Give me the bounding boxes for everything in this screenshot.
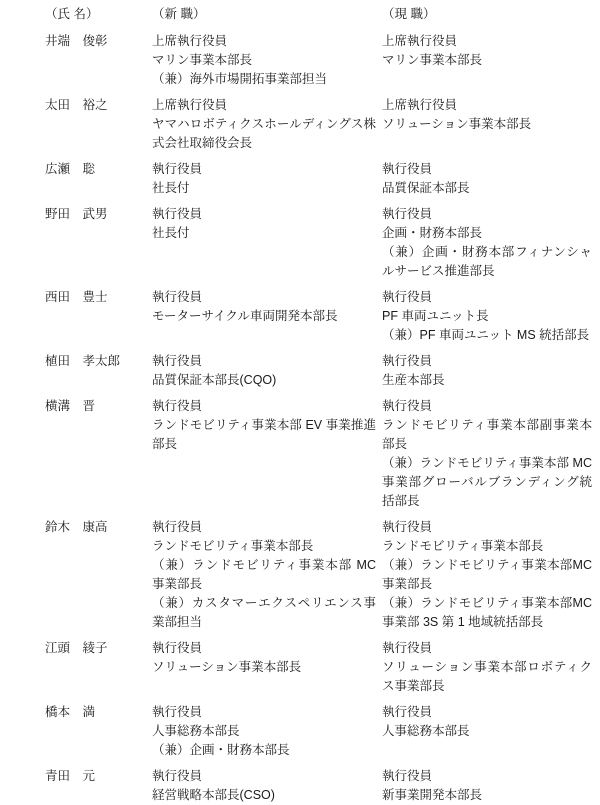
current-position-cell <box>382 397 592 511</box>
position-line: 人事総務本部長 <box>152 724 240 738</box>
position-line: ランドモビリティ事業本部長 <box>152 539 314 553</box>
person-name: 鈴木 康高 <box>45 520 108 534</box>
position-line: 執行役員 <box>152 354 203 368</box>
current-position-cell <box>382 518 592 632</box>
position-line: マリン事業本部長 <box>152 53 253 67</box>
table-row <box>45 639 592 696</box>
position-line: 社長付 <box>152 226 190 240</box>
table-row <box>45 703 592 760</box>
position-line: マリン事業本部長 <box>382 53 483 67</box>
table-header <box>45 5 592 24</box>
person-name: 野田 武男 <box>45 207 108 221</box>
new-position-cell <box>152 703 376 760</box>
position-line: 上席執行役員 <box>152 98 228 112</box>
position-line: ヤマハロボティクスホールディングス株式会社取締役会長 <box>152 117 376 150</box>
new-position-cell <box>152 397 376 454</box>
person-name: 井端 俊彰 <box>45 34 108 48</box>
position-line: 執行役員 <box>152 207 203 221</box>
person-name: 植田 孝太郎 <box>45 354 121 368</box>
position-line: 執行役員 <box>382 290 433 304</box>
current-position-cell <box>382 160 592 198</box>
position-line: 執行役員 <box>382 705 433 719</box>
table-row <box>45 96 592 153</box>
new-position-cell <box>152 352 376 390</box>
current-position-cell <box>382 32 592 70</box>
current-position-cell <box>382 639 592 696</box>
header-new-position-label: （新 職） <box>152 7 206 21</box>
position-line: ソリューション事業本部長 <box>382 117 532 131</box>
position-line: 執行役員 <box>152 705 203 719</box>
new-position-cell <box>152 767 376 805</box>
position-line: 執行役員 <box>382 769 433 783</box>
position-line: 企画・財務本部長 <box>382 226 483 240</box>
current-position-cell <box>382 205 592 281</box>
position-line: （兼）企画・財務本部長 <box>152 743 290 757</box>
table-row <box>45 767 592 805</box>
position-line: （兼）ランドモビリティ事業本部 MC 事業部グローバルブランディング統括部長 <box>382 456 592 508</box>
position-line: 執行役員 <box>382 399 433 413</box>
table-row <box>45 352 592 390</box>
position-line: 執行役員 <box>152 162 203 176</box>
position-line: （兼）海外市場開拓事業部担当 <box>152 72 328 86</box>
position-line: 品質保証本部長(CQO) <box>152 373 277 387</box>
new-position-cell <box>152 639 376 677</box>
current-position-cell <box>382 767 592 805</box>
current-position-cell <box>382 352 592 390</box>
position-line: 上席執行役員 <box>152 34 228 48</box>
position-line: ランドモビリティ事業本部副事業本部長 <box>382 418 592 451</box>
position-line: （兼）ランドモビリティ事業本部MC事業部長 <box>382 558 592 591</box>
position-line: （兼）PF 車両ユニット MS 統括部長 <box>382 328 590 342</box>
current-position-cell <box>382 703 592 741</box>
person-name: 橋本 満 <box>45 705 96 719</box>
position-line: 執行役員 <box>152 641 203 655</box>
position-line: 上席執行役員 <box>382 98 458 112</box>
position-line: 執行役員 <box>382 354 433 368</box>
position-line: （兼）ランドモビリティ事業本部MC事業部 3S 第 1 地域統括部長 <box>382 596 592 629</box>
position-line: 上席執行役員 <box>382 34 458 48</box>
position-line: 人事総務本部長 <box>382 724 470 738</box>
header-name-label: （氏 名） <box>45 7 99 21</box>
position-line: 社長付 <box>152 181 190 195</box>
current-position-cell <box>382 288 592 345</box>
new-position-cell <box>152 96 376 153</box>
person-name: 太田 裕之 <box>45 98 108 112</box>
table-row <box>45 160 592 198</box>
new-position-cell <box>152 288 376 326</box>
position-line: （兼）カスタマーエクスペリエンス事業部担当 <box>152 596 376 629</box>
table-row <box>45 518 592 632</box>
position-line: 経営戦略本部長(CSO) <box>152 788 275 802</box>
position-line: （兼）企画・財務本部フィナンシャルサービス推進部長 <box>382 245 592 278</box>
person-name: 西田 豊士 <box>45 290 108 304</box>
table-row <box>45 288 592 345</box>
table-row <box>45 205 592 281</box>
person-name: 広瀬 聡 <box>45 162 96 176</box>
position-line: ソリューション事業本部長 <box>152 660 302 674</box>
position-line: 執行役員 <box>382 520 433 534</box>
table-body <box>45 32 592 805</box>
new-position-cell <box>152 32 376 89</box>
position-line: （兼）ランドモビリティ事業本部 MC 事業部長 <box>152 558 376 591</box>
position-line: 新事業開発本部長 <box>382 788 483 802</box>
person-name: 横溝 晋 <box>45 399 96 413</box>
header-current-position-label: （現 職） <box>382 7 436 21</box>
table-row <box>45 32 592 89</box>
table-row <box>45 397 592 511</box>
position-line: ランドモビリティ事業本部長 <box>382 539 544 553</box>
person-name: 江頭 綾子 <box>45 641 108 655</box>
position-line: 執行役員 <box>382 207 433 221</box>
position-line: モーターサイクル車両開発本部長 <box>152 309 338 323</box>
position-line: ランドモビリティ事業本部 EV 事業推進部長 <box>152 418 376 451</box>
position-line: 執行役員 <box>152 399 203 413</box>
position-line: PF 車両ユニット長 <box>382 309 489 323</box>
position-line: ソリューション事業本部ロボティクス事業部長 <box>382 660 592 693</box>
new-position-cell <box>152 518 376 632</box>
position-line: 執行役員 <box>152 290 203 304</box>
position-line: 執行役員 <box>382 162 433 176</box>
new-position-cell <box>152 160 376 198</box>
position-line: 品質保証本部長 <box>382 181 470 195</box>
position-line: 執行役員 <box>152 520 203 534</box>
position-line: 執行役員 <box>152 769 203 783</box>
person-name: 青田 元 <box>45 769 96 783</box>
position-line: 生産本部長 <box>382 373 445 387</box>
position-line: 執行役員 <box>382 641 433 655</box>
new-position-cell <box>152 205 376 243</box>
current-position-cell <box>382 96 592 134</box>
